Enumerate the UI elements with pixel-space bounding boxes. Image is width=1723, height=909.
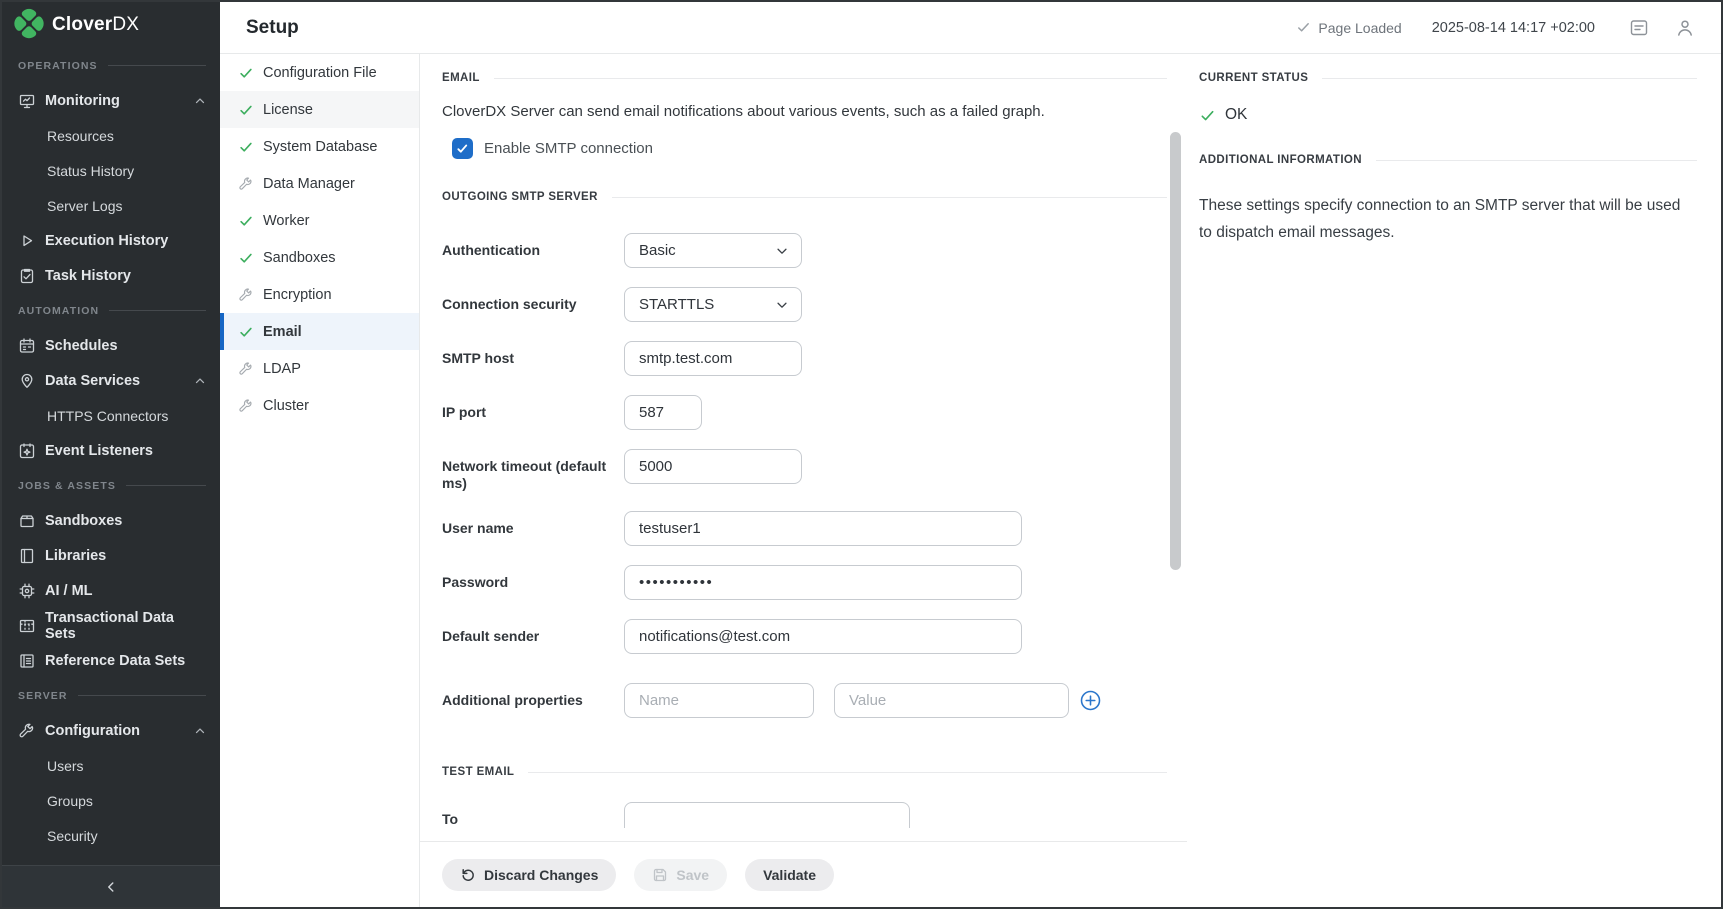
check-icon — [238, 213, 254, 229]
email-settings-panel — [420, 54, 1187, 907]
setup-nav-item-encryption[interactable] — [220, 276, 419, 313]
sidebar-item-libraries[interactable] — [2, 538, 220, 573]
sidebar-item-label: Execution History — [45, 232, 169, 249]
sidebar-item-label: Sandboxes — [45, 512, 123, 529]
email-description: CloverDX Server can send email notifications about various events, such as a failed graph. — [442, 103, 1045, 120]
brand-bold: Clover — [52, 14, 113, 35]
sidebar-item-sandboxes[interactable] — [2, 503, 220, 538]
undo-icon — [460, 867, 476, 883]
calendar-icon — [18, 337, 36, 355]
sidebar-item-task-history[interactable] — [2, 258, 220, 293]
authentication-label: Authentication — [442, 242, 540, 258]
sidebar-item-ai-ml[interactable] — [2, 573, 220, 608]
check-icon — [238, 102, 254, 118]
status-panel — [1187, 54, 1721, 907]
email-settings-scroll — [420, 54, 1187, 841]
user-icon[interactable] — [1675, 18, 1695, 38]
section-header-outgoing-smtp: OUTGOING SMTP SERVER — [442, 191, 1167, 203]
sidebar-item-label: Transactional Data Sets — [45, 609, 174, 642]
network-timeout-row — [442, 449, 1167, 492]
user-name-label: User name — [442, 520, 514, 536]
connection-security-value: STARTTLS — [639, 296, 715, 313]
password-input[interactable] — [624, 565, 1022, 600]
wrench-icon — [18, 722, 36, 740]
password-row — [442, 565, 1167, 600]
default-sender-input[interactable] — [624, 619, 1022, 654]
to-label: To — [442, 811, 459, 827]
setup-nav-label: LDAP — [263, 360, 301, 377]
chevron-down-icon — [775, 244, 789, 258]
pin-icon — [18, 372, 36, 390]
network-timeout-input[interactable] — [624, 449, 802, 484]
setup-nav-item-configuration-file[interactable] — [220, 54, 419, 91]
vertical-scrollbar[interactable] — [1170, 132, 1181, 570]
smtp-host-row — [442, 341, 1167, 376]
chevron-up-icon — [193, 724, 207, 738]
sidebar-item-groups[interactable]: Groups — [47, 792, 93, 809]
property-value-input[interactable] — [834, 683, 1069, 718]
sidebar-item-resources[interactable]: Resources — [47, 127, 114, 144]
sidebar-item-users[interactable]: Users — [47, 757, 84, 774]
sidebar-collapse-button[interactable] — [2, 865, 220, 907]
sidebar-item-label: Task History — [45, 267, 131, 284]
additional-info-text: These settings specify connection to an SMTP server that will be used to dispatch email messages. — [1199, 197, 1681, 241]
status-value: OK — [1225, 106, 1248, 123]
timestamp: 2025-08-14 14:17 +02:00 — [1431, 19, 1595, 36]
check-icon — [238, 324, 254, 340]
sidebar-item-status-history[interactable]: Status History — [47, 162, 135, 179]
user-name-row — [442, 511, 1167, 546]
default-sender-row — [442, 619, 1167, 654]
setup-nav-label: System Database — [263, 138, 378, 155]
validate-label: Validate — [763, 866, 816, 883]
enable-smtp-label: Enable SMTP connection — [484, 140, 653, 157]
setup-nav-item-data-manager[interactable] — [220, 165, 419, 202]
connection-security-row — [442, 287, 1167, 322]
setup-nav-item-sandboxes[interactable] — [220, 239, 419, 276]
sidebar-item-https-connectors[interactable]: HTTPS Connectors — [47, 407, 169, 424]
setup-nav-item-system-database[interactable] — [220, 128, 419, 165]
clipboard-icon — [18, 267, 36, 285]
chevron-up-icon — [193, 374, 207, 388]
password-label: Password — [442, 574, 509, 590]
additional-properties-label: Additional properties — [442, 692, 583, 708]
page-loaded-status — [1296, 20, 1401, 36]
sidebar-item-configuration[interactable] — [2, 713, 220, 748]
setup-nav-item-worker[interactable] — [220, 202, 419, 239]
table-grid-icon — [18, 617, 36, 635]
sidebar-item-label: Monitoring — [45, 92, 120, 109]
sidebar-item-label: Configuration — [45, 722, 141, 739]
section-label-server: SERVER — [2, 678, 220, 713]
check-icon — [1199, 107, 1216, 124]
section-label-operations: OPERATIONS — [2, 48, 220, 83]
sidebar-item-label: Schedules — [45, 337, 118, 354]
section-header-email: EMAIL — [442, 72, 1167, 84]
brand-name — [52, 14, 139, 36]
calendar-star-icon — [18, 442, 36, 460]
smtp-host-input[interactable] — [624, 341, 802, 376]
section-header-current-status: CURRENT STATUS — [1199, 72, 1697, 84]
section-header-additional-information: ADDITIONAL INFORMATION — [1199, 154, 1697, 166]
setup-nav-label: Encryption — [263, 286, 332, 303]
default-sender-label: Default sender — [442, 628, 540, 644]
play-icon — [18, 232, 36, 250]
sidebar-item-label: AI / ML — [45, 582, 93, 599]
brand-light: DX — [112, 14, 140, 35]
section-label-automation: AUTOMATION — [2, 293, 220, 328]
clover-icon — [9, 5, 49, 45]
book-icon — [18, 547, 36, 565]
wrench-icon — [238, 361, 254, 377]
box-icon — [18, 512, 36, 530]
sidebar-item-schedules[interactable] — [2, 328, 220, 363]
save-button[interactable] — [634, 859, 727, 891]
property-name-input[interactable] — [624, 683, 814, 718]
setup-nav-label: Worker — [263, 212, 310, 229]
validate-button[interactable] — [745, 859, 834, 891]
to-row-inner — [442, 802, 1167, 828]
chip-icon — [18, 582, 36, 600]
check-icon — [1296, 20, 1311, 35]
sidebar-item-security[interactable]: Security — [47, 827, 98, 844]
setup-nav-item-ldap[interactable] — [220, 350, 419, 387]
user-name-input[interactable] — [624, 511, 1022, 546]
setup-nav-item-cluster[interactable] — [220, 387, 419, 424]
sidebar-item-server-logs[interactable]: Server Logs — [47, 197, 123, 214]
chevron-down-icon — [775, 298, 789, 312]
doc-lines-icon — [18, 652, 36, 670]
setup-nav-label: License — [263, 101, 313, 118]
test-email-to-row — [442, 802, 1167, 828]
sidebar-item-transactional-data-sets[interactable] — [2, 608, 220, 643]
section-label-jobs-assets: JOBS & ASSETS — [2, 468, 220, 503]
status-ok-row — [1199, 106, 1697, 124]
sidebar-item-label: Libraries — [45, 547, 107, 564]
page-title: Setup — [246, 16, 299, 38]
wrench-icon — [238, 398, 254, 414]
form-footer — [420, 841, 1187, 907]
monitor-icon — [18, 92, 36, 110]
sidebar-item-label: Event Listeners — [45, 442, 153, 459]
network-timeout-label: Network timeout (default ms) — [442, 458, 607, 491]
enable-smtp-checkbox[interactable] — [452, 138, 473, 159]
sidebar-item-label: Reference Data Sets — [45, 652, 186, 669]
setup-nav-item-license[interactable] — [220, 91, 419, 128]
wrench-icon — [238, 287, 254, 303]
to-input[interactable] — [624, 802, 910, 828]
feedback-icon[interactable] — [1629, 18, 1649, 38]
setup-nav-label: Configuration File — [263, 64, 377, 81]
sidebar-item-label: Data Services — [45, 372, 141, 389]
page-loaded-label: Page Loaded — [1318, 19, 1402, 36]
setup-nav-label: Data Manager — [263, 175, 355, 192]
check-icon — [238, 250, 254, 266]
chevron-up-icon — [193, 94, 207, 108]
check-icon — [238, 139, 254, 155]
sidebar-item-reference-data-sets[interactable] — [2, 643, 220, 678]
connection-security-select[interactable] — [624, 287, 802, 322]
brand-logo[interactable] — [2, 2, 220, 48]
ip-port-row — [442, 395, 1167, 430]
ip-port-label: IP port — [442, 404, 487, 420]
sidebar-item-data-services[interactable] — [2, 363, 220, 398]
add-property-button[interactable] — [1079, 689, 1102, 712]
section-header-test-email: TEST EMAIL — [442, 766, 1167, 778]
enable-smtp-row — [452, 138, 1167, 159]
discard-changes-label: Discard Changes — [484, 866, 599, 883]
setup-nav-label: Email — [263, 323, 302, 340]
sidebar-item-monitoring[interactable] — [2, 83, 220, 118]
setup-nav — [220, 54, 420, 907]
setup-nav-label: Sandboxes — [263, 249, 336, 266]
additional-properties-row — [442, 683, 1167, 718]
wrench-icon — [238, 176, 254, 192]
connection-security-label: Connection security — [442, 296, 577, 312]
check-icon — [238, 65, 254, 81]
authentication-select[interactable] — [624, 233, 802, 268]
authentication-value: Basic — [639, 242, 676, 259]
authentication-row — [442, 233, 1167, 268]
save-icon — [652, 867, 668, 883]
chevron-left-icon — [103, 879, 119, 895]
sidebar-item-event-listeners[interactable] — [2, 433, 220, 468]
smtp-host-label: SMTP host — [442, 350, 515, 366]
discard-changes-button[interactable] — [442, 859, 616, 891]
top-bar — [220, 2, 1721, 54]
sidebar-item-execution-history[interactable] — [2, 223, 220, 258]
save-label: Save — [676, 866, 710, 883]
setup-nav-label: Cluster — [263, 397, 309, 414]
setup-nav-item-email[interactable] — [220, 313, 419, 350]
main-sidebar — [2, 2, 220, 907]
ip-port-input[interactable] — [624, 395, 702, 430]
